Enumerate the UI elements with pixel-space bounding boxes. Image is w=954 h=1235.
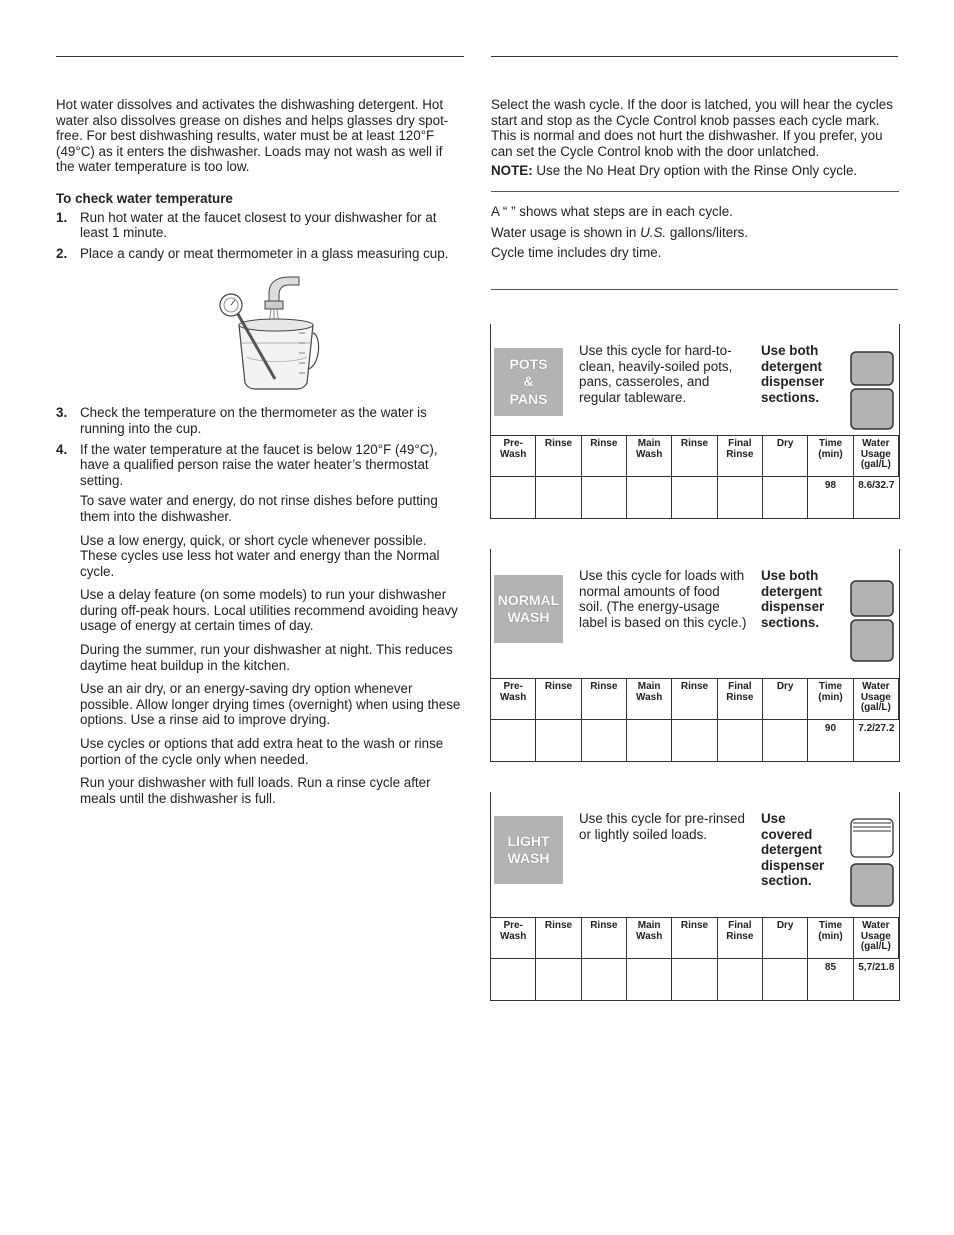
col-header: Rinse xyxy=(582,918,627,959)
legend-top-rule xyxy=(491,191,899,192)
water-usage: 5,7/21.8 xyxy=(858,962,895,973)
col-header: Pre- Wash xyxy=(491,918,536,959)
cycle-info xyxy=(491,549,899,679)
cycle-badge: NORMAL WASH xyxy=(494,575,563,643)
water-usage: 7.2/27.2 xyxy=(858,723,895,734)
step-cell xyxy=(582,477,627,518)
step-cell xyxy=(582,959,627,1000)
cycle-steps-table xyxy=(491,679,899,761)
step-cell xyxy=(672,720,717,761)
step-3: 3. Check the temperature on the thermometer as the water is running into the cup. xyxy=(56,405,427,436)
left-column xyxy=(56,97,464,806)
energy-tip: Use a low energy, quick, or short cycle whenever possible. These cycles use less hot water and energy than the Normal cycle. xyxy=(80,532,440,579)
step-cell xyxy=(536,477,581,518)
step-cell xyxy=(672,477,717,518)
detergent-instruction: Use both detergent dispenser sections. xyxy=(761,568,825,630)
step-cell xyxy=(491,720,536,761)
col-header: Main Wash xyxy=(627,436,672,477)
energy-tip: To save water and energy, do not rinse dishes before putting them into the dishwasher. xyxy=(80,493,438,524)
energy-tip: Use cycles or options that add extra heat to the wash or rinse portion of the cycle only when needed. xyxy=(80,736,444,767)
col-header: Final Rinse xyxy=(718,918,763,959)
col-header: Rinse xyxy=(672,436,717,477)
col-header: Water Usage (gal/L) xyxy=(854,436,899,477)
step-cell xyxy=(627,959,672,1000)
cycle-steps-table xyxy=(491,918,899,1000)
col-header: Rinse xyxy=(536,918,581,959)
energy-tip: Run your dishwasher with full loads. Run a rinse cycle after meals until the dishwasher is full. xyxy=(80,775,431,806)
legend-time: Cycle time includes dry time. xyxy=(491,245,662,261)
cycle-normal-wash xyxy=(490,549,900,762)
step-4: 4. If the water temperature at the faucet is below 120°F (49°C), have a qualified person raise the water heater’s thermostat setting. xyxy=(56,441,438,488)
energy-tip: Use a delay feature (on some models) to run your dishwasher during off-peak hours. Local utilities recommend avoiding heavy usage of energy at certain times of day. xyxy=(80,587,458,634)
energy-tip: Use an air dry, or an energy-saving dry option whenever possible. Allow longer drying times (overnight) when using these options. Use a rinse aid to improve drying. xyxy=(80,681,461,728)
right-column xyxy=(491,97,899,266)
col-header: Water Usage (gal/L) xyxy=(854,918,899,959)
col-header: Rinse xyxy=(582,679,627,720)
col-header: Pre- Wash xyxy=(491,436,536,477)
cycle-time: 90 xyxy=(808,720,853,761)
col-header: Dry xyxy=(763,918,808,959)
step-cell xyxy=(718,720,763,761)
step-2: 2. Place a candy or meat thermometer in a glass measuring cup. xyxy=(56,245,449,261)
legend-bottom-rule xyxy=(491,289,898,290)
step-cell xyxy=(491,959,536,1000)
step-1: 1. Run hot water at the faucet closest to your dishwasher for at least 1 minute. xyxy=(56,209,437,241)
step-cell xyxy=(627,477,672,518)
cycle-description: Use this cycle for loads with normal amounts of food soil. (The energy-usage label is based on this cycle.) xyxy=(579,568,747,630)
cycle-legend xyxy=(491,204,899,261)
step-cell xyxy=(582,720,627,761)
detergent-dispenser-icon xyxy=(850,818,894,913)
legend-steps: A “ ” shows what steps are in each cycle. xyxy=(491,203,733,219)
step-cell xyxy=(718,477,763,518)
col-header: Rinse xyxy=(672,679,717,720)
step-cell xyxy=(536,720,581,761)
water-temp-intro: Hot water dissolves and activates the dishwashing detergent. Hot water also dissolves grease on dishes and helps glasses dry spot-free. For best dishwashing results, water must be at least 120°F (49°C) as it enters the dishwasher. Loads may not wash as well if the water temperature is too low. xyxy=(56,97,449,175)
faucet-cup-thermometer-illustration xyxy=(56,273,464,391)
cycle-select-intro: Select the wash cycle. If the door is latched, you will hear the cycles start and stop as the Cycle Control knob passes each cycle mark. This is normal and does not hurt the dishwasher. If you prefer, you can set the Cycle Control knob with the door unlatched. xyxy=(491,97,893,159)
step-cell xyxy=(763,720,808,761)
col-header: Final Rinse xyxy=(718,679,763,720)
col-header: Main Wash xyxy=(627,679,672,720)
col-header: Water Usage (gal/L) xyxy=(854,679,899,720)
cycle-description: Use this cycle for pre-rinsed or lightly soiled loads. xyxy=(579,811,745,842)
cycle-description: Use this cycle for hard-to-clean, heavily-soiled pots, pans, casseroles, and regular tableware. xyxy=(579,343,733,405)
cycle-steps-table xyxy=(491,436,899,518)
col-header: Time (min) xyxy=(808,436,853,477)
step-cell xyxy=(763,959,808,1000)
cycle-time: 98 xyxy=(808,477,853,518)
rinse-only-note: NOTE: Use the No Heat Dry option with the Rinse Only cycle. xyxy=(491,163,858,179)
cycle-pots-pans xyxy=(490,324,900,519)
cycle-info xyxy=(491,792,899,918)
detergent-instruction: Use covered detergent dispenser section. xyxy=(761,811,825,889)
step-cell xyxy=(627,720,672,761)
cycle-badge: POTS & PANS xyxy=(494,348,563,416)
detergent-instruction: Use both detergent dispenser sections. xyxy=(761,343,825,405)
right-header-rule xyxy=(491,56,898,57)
col-header: Rinse xyxy=(582,436,627,477)
col-header: Final Rinse xyxy=(718,436,763,477)
detergent-dispenser-icon xyxy=(850,580,894,667)
col-header: Pre- Wash xyxy=(491,679,536,720)
detergent-dispenser-icon xyxy=(850,351,894,436)
col-header: Rinse xyxy=(536,679,581,720)
col-header: Dry xyxy=(763,436,808,477)
col-header: Time (min) xyxy=(808,679,853,720)
step-cell xyxy=(763,477,808,518)
step-cell xyxy=(672,959,717,1000)
step-cell xyxy=(536,959,581,1000)
step-cell xyxy=(491,477,536,518)
check-temp-heading: To check water temperature xyxy=(56,190,233,206)
legend-water: Water usage is shown in U.S. gallons/liters. xyxy=(491,224,749,240)
cycle-badge: LIGHT WASH xyxy=(494,816,563,884)
col-header: Rinse xyxy=(536,436,581,477)
col-header: Dry xyxy=(763,679,808,720)
water-usage: 8.6/32.7 xyxy=(858,480,895,491)
col-header: Main Wash xyxy=(627,918,672,959)
step-cell xyxy=(718,959,763,1000)
left-header-rule xyxy=(56,56,464,57)
cycle-info xyxy=(491,324,899,436)
col-header: Rinse xyxy=(672,918,717,959)
col-header: Time (min) xyxy=(808,918,853,959)
cycle-light-wash xyxy=(490,792,900,1001)
cycle-time: 85 xyxy=(808,959,853,1000)
energy-tip: During the summer, run your dishwasher at night. This reduces daytime heat buildup in the kitchen. xyxy=(80,642,453,673)
